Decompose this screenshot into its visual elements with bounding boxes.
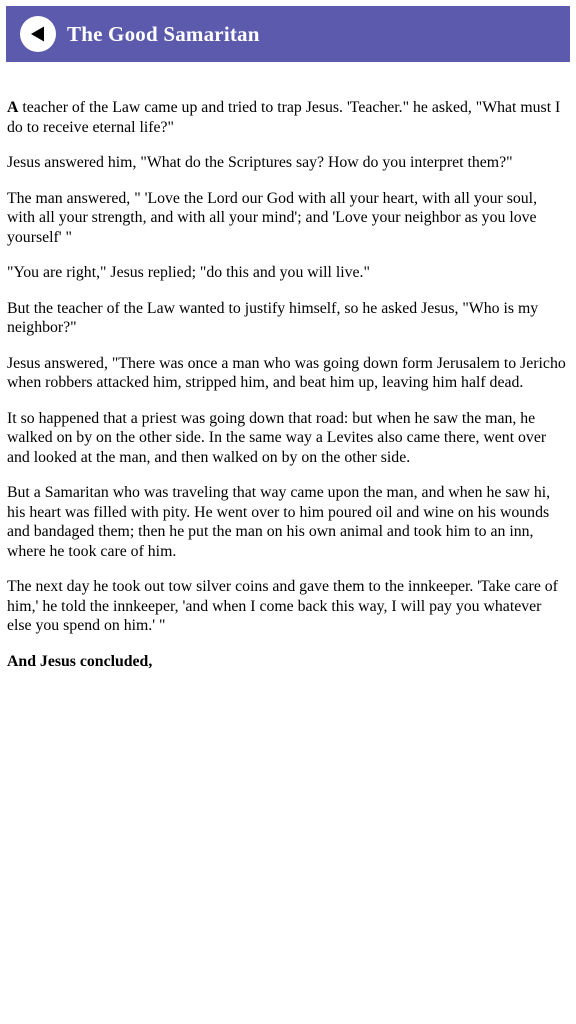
story-paragraph-9: The next day he took out tow silver coins and gave them to the innkeeper. 'Take care of him,' he told the innkeeper, 'and when I come back this way, I will pay you whatever else you spend on him.' " — [7, 578, 558, 634]
story-paragraph-5: But the teacher of the Law wanted to justify himself, so he asked Jesus, "Who is my neighbor?" — [7, 299, 539, 336]
story-conclusion: And Jesus concluded, — [7, 652, 153, 670]
paragraph-text: teacher of the Law came up and tried to trap Jesus. 'Teacher." he asked, "What must I do to receive eternal life?" — [7, 99, 561, 136]
drop-cap: A — [7, 99, 19, 116]
page-title: The Good Samaritan — [67, 21, 260, 46]
story-paragraph-3: The man answered, " 'Love the Lord our God with all your heart, with all your soul, with all your strength, and with all your mind'; and 'Love your neighbor as you love yourself' " — [7, 189, 538, 246]
story-paragraph-1 — [7, 98, 567, 137]
story-paragraph-7: It so happened that a priest was going down that road: but when he saw the man, he walked on by on the other side. In the same way a Levites also came there, went over and looked at the man, and then walked on by on the other side. — [7, 409, 547, 466]
story-paragraph-4: "You are right," Jesus replied; "do this and you will live." — [7, 264, 370, 281]
back-arrow-icon — [28, 24, 48, 44]
story-content — [7, 98, 567, 687]
story-paragraph-2: Jesus answered him, "What do the Scriptures say? How do you interpret them?" — [7, 154, 513, 171]
back-button[interactable] — [20, 16, 56, 52]
story-paragraph-8: But a Samaritan who was traveling that way came upon the man, and when he saw hi, his heart was filled with pity. He went over to him poured oil and wine on his wounds and bandaged them; then he put the man on his own animal and took him to an inn, where he took care of him. — [7, 484, 551, 560]
story-paragraph-6: Jesus answered, "There was once a man who was going down form Jerusalem to Jericho when robbers attacked him, stripped him, and beat him up, leaving him half dead. — [7, 354, 566, 391]
app-header — [6, 6, 570, 62]
